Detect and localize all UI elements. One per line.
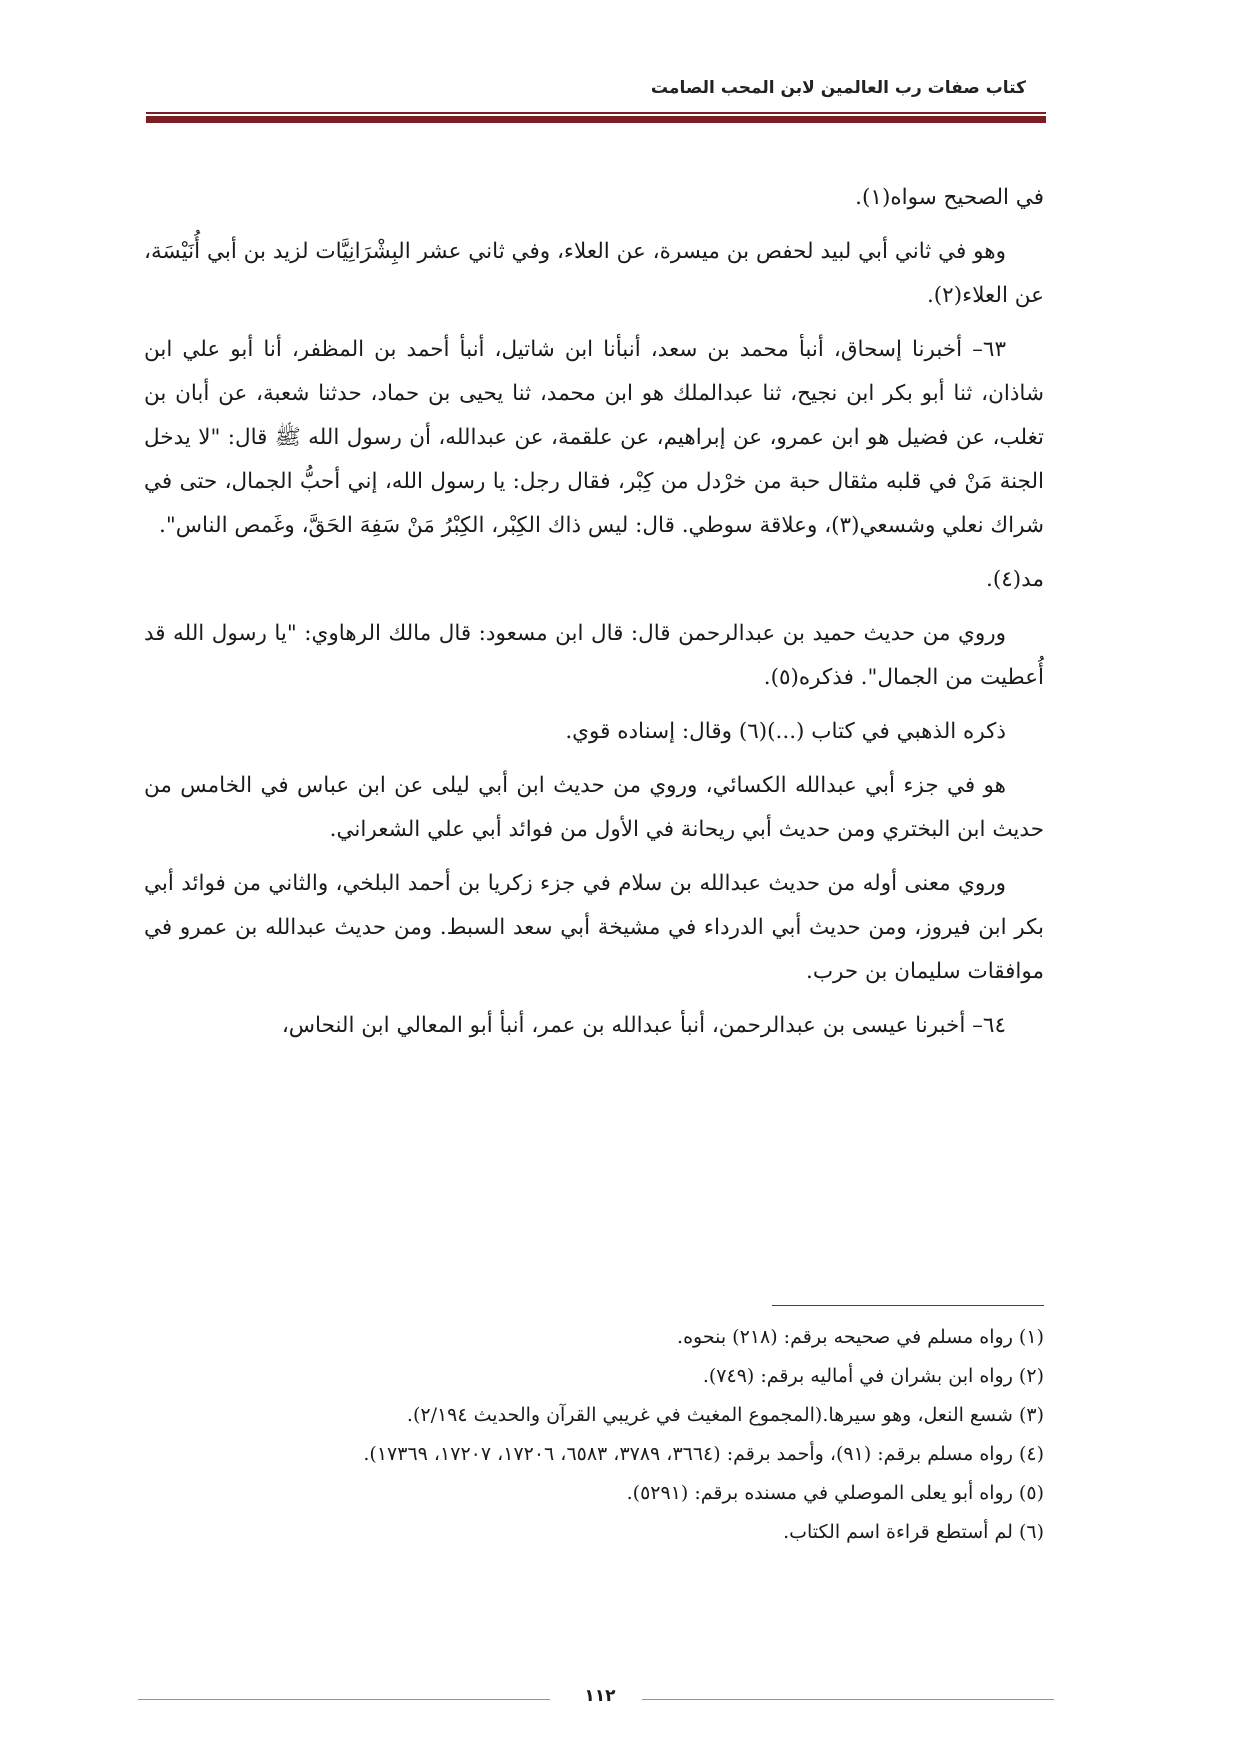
header-rule-thin <box>146 112 1046 114</box>
footnote-item: (٢) رواه ابن بشران في أماليه برقم: (٧٤٩). <box>702 1365 1044 1387</box>
main-text <box>144 176 1044 1058</box>
paragraph: وهو في ثاني أبي لبيد لحفص بن ميسرة، عن العلاء، وفي ثاني عشر البِشْرَانِيَّات لزيد بن أبي أُنَيْسَة، عن العلاء(٢). <box>144 239 1044 308</box>
paragraph-hadith-64: ٦٤– أخبرنا عيسى بن عبدالرحمن، أنبأ عبدالله بن عمر، أنبأ أبو المعالي ابن النحاس، <box>281 1013 1006 1038</box>
footer-rule-left <box>138 1699 550 1700</box>
footnote-item: (٣) شسع النعل، وهو سيرها.(المجموع المغيث في غريبي القرآن والحديث ٢/١٩٤). <box>406 1404 1044 1426</box>
footnote-separator <box>772 1305 1044 1306</box>
paragraph: وروي معنى أوله من حديث عبدالله بن سلام في جزء زكريا بن أحمد البلخي، والثاني من فوائد أبي بكر ابن فيروز، ومن حديث أبي الدرداء في مشيخة أبي سعد السبط. ومن حديث عبدالله بن عمرو في موافقات سليمان بن حرب. <box>144 871 1044 984</box>
footnote-item: (٤) رواه مسلم برقم: (٩١)، وأحمد برقم: (٣٦٦٤، ٣٧٨٩، ٦٥٨٣، ١٧٢٠٦، ١٧٢٠٧، ١٧٣٦٩). <box>363 1443 1044 1465</box>
running-header-title: كتاب صفات رب العالمين لابن المحب الصامت <box>650 78 1026 98</box>
footnote-item: (٥) رواه أبو يعلى الموصلي في مسنده برقم: (٥٢٩١). <box>626 1482 1044 1504</box>
paragraph: هو في جزء أبي عبدالله الكسائي، وروي من حديث ابن أبي ليلى عن ابن عباس في الخامس من حديث ابن البختري ومن حديث أبي ريحانة في الأول من فوائد أبي علي الشعراني. <box>144 773 1044 842</box>
paragraph-hadith-63: ٦٣– أخبرنا إسحاق، أنبأ محمد بن سعد، أنبأنا ابن شاتيل، أنبأ أحمد بن المظفر، أنا أبو علي ابن شاذان، ثنا أبو بكر ابن نجيح، ثنا عبدالملك هو ابن محمد، ثنا يحيى بن حماد، حدثنا شعبة، عن أبان بن تغلب، عن فضيل هو ابن عمرو، عن إبراهيم، عن علقمة، عن عبدالله، أن رسول الله ﷺ قال: "لا يدخل الجنة مَنْ في قلبه مثقال حبة من خرْدل من كِبْر، فقال رجل: يا رسول الله، إني أحبُّ الجمال، حتى في شراك نعلي وشسعي(٣)، وعلاقة سوطي. قال: ليس ذاك الكِبْر، الكِبْرُ مَنْ سَفِهَ الحَقَّ، وغَمص الناس". <box>144 337 1045 538</box>
paragraph: مد(٤). <box>986 567 1044 592</box>
footnote-item: (٦) لم أستطع قراءة اسم الكتاب. <box>783 1521 1044 1543</box>
paragraph: في الصحيح سواه(١). <box>855 185 1044 210</box>
footnotes <box>144 1318 1044 1552</box>
page-number: ١١٢ <box>584 1686 616 1706</box>
header-rule-thick <box>146 116 1046 123</box>
paragraph: ذكره الذهبي في كتاب (...)(٦) وقال: إسناده قوي. <box>565 719 1006 744</box>
paragraph: وروي من حديث حميد بن عبدالرحمن قال: قال ابن مسعود: قال مالك الرهاوي: "يا رسول الله قد أُعطيت من الجمال". فذكره(٥). <box>144 621 1044 690</box>
footer-rule-right <box>642 1699 1054 1700</box>
footnote-item: (١) رواه مسلم في صحيحه برقم: (٢١٨) بنحوه. <box>677 1326 1044 1348</box>
